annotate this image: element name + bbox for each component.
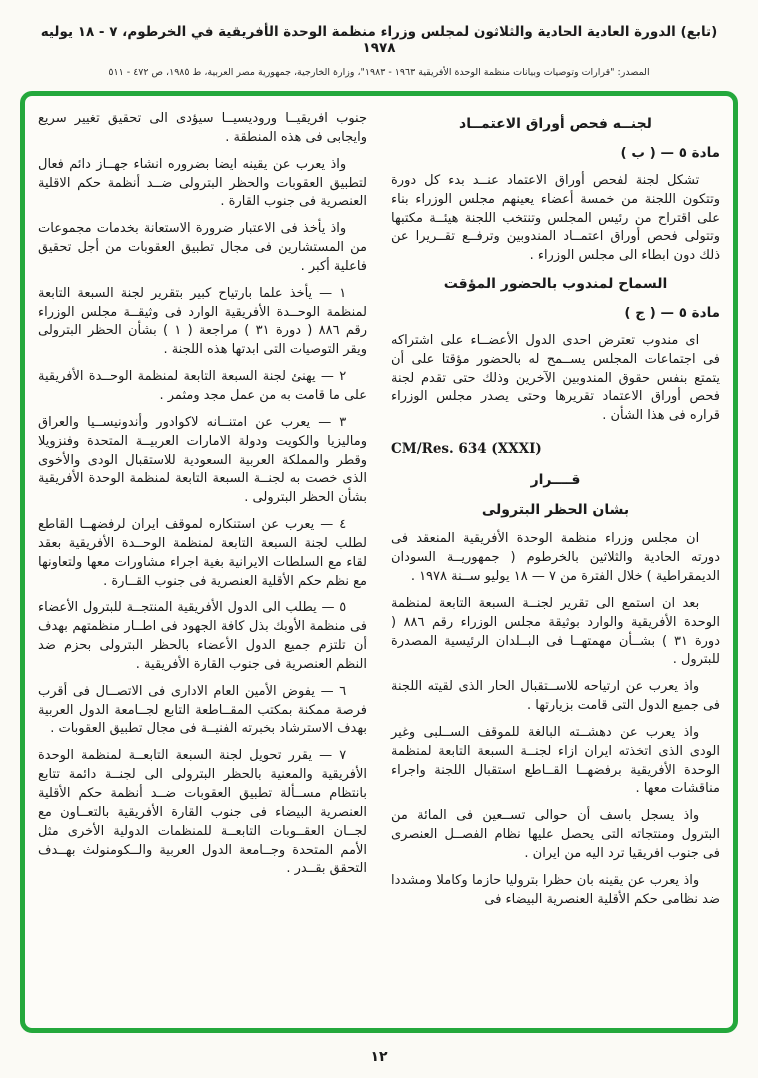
document-header — [0, 0, 758, 78]
heading-oil-embargo: بشان الحظر البترولى — [481, 502, 630, 519]
page-footer — [0, 1046, 758, 1065]
two-column-layout — [38, 110, 720, 1018]
source-line: المصدر: "قرارات وتوصيات وبيانات منظمة الوحدة الأفريقية ١٩٦٣ - ١٩٨٣"، وزارة الخارجية، جمهورية مصر العربية، ط ١٩٨٥، ص ٤٧٢ - ٥١١ — [108, 67, 650, 78]
article-5-c: مادة ٥ — ( ج ) — [624, 305, 720, 322]
article-5-b: مادة ٥ — ( ب ) — [620, 145, 720, 162]
content-frame — [20, 91, 738, 1033]
paragraph: واذ يسجل باسف أن حوالى تســعين فى المائة من البترول ومنتجاته التى يحصل عليها نظام الفصــل العنصرى فى جنوب افريقيا ترد اليه من ايران . — [391, 808, 720, 861]
heading-temporary-attendance: السماح لمندوب بالحضور المؤقت — [443, 276, 668, 293]
paragraph-credentials: تشكل لجنة لفحص أوراق الاعتماد عنــد بدء كل دورة وتتكون اللجنة من خمسة أعضاء يعينهم مجلس الوزراء بناء على اقتراح من رئيس المجلس وتنتخب اللجنة هيئــة مكتبها وتتولى فحص أوراق اعتمــاد المندوبين وترفــع تقــريرا عن ذلك دون ابطاء الى مجلس الوزراء . — [391, 172, 720, 264]
heading-resolution: قــــرار — [530, 471, 581, 488]
heading-credentials-committee: لجنــه فحص أوراق الاعتمــاد — [459, 116, 652, 132]
paragraph-item-7: ٧ — يقرر تحويل لجنة السبعة التابعــة لمنظمة الوحدة الأفريقية والمعنية بالحظر البترولى الى لجنــة دائمة تتابع بانتظام مســألة تطبيق العقوبات ضــد أنظمة حكم الأقلية العنصرية البيضاء فى جنوب القارة الأفريقية بالتعــاون مع لجــان العقــوبات التابعــة للمنظمات الدولية الأخرى مثل الأمم المتحدة وجــامعة الدول العربية والــكومنولث بهــدف التحقق بقــدر . — [38, 748, 367, 877]
paragraph: واذ يأخذ فى الاعتبار ضرورة الاستعانة بخدمات مجموعات من المستشارين فى مجال تطبيق العقوبات من أجل تحقيق فاعلية أكبر . — [38, 221, 367, 274]
paragraph: واذ يعرب عن دهشــته البالغة للموقف الســلبى وغير الودى الذى اتخذته ايران ازاء لجنــة السبعة التابعة لمنظمة الوحدة الأفريقية برفضهــا القــاطع استقبال اللجنة واجراء مناقشات معها . — [391, 724, 720, 797]
paragraph-item-3: ٣ — يعرب عن امتنــانه لاكوادور وأندونيســيا والعراق وماليزيا والكويت ودولة الامارات العربيــة المتحدة وفنزويلا وقطر والمملكة العربية السعودية للاستقبال الودى والأخوى الذى خصت به لجنــة السبعة التابعة لمنظمة الوحدة الأفريقية بشأن الحظر البترولى . — [38, 414, 367, 506]
session-title: (تابع) الدورة العادية الحادية والثلاثون لمجلس وزراء منظمة الوحدة الأفريقية في الخرطوم، ٧ - ١٨ يوليه ١٩٧٨ — [40, 24, 718, 56]
paragraph-item-6: ٦ — يفوض الأمين العام الادارى فى الاتصــال فى أقرب فرصة ممكنة بمكتب المقــاطعة التابع لجــامعة الدول العربية بهدف الاسترشاد بخبرته الفنيــة فى مجال تطبيق العقوبات . — [38, 683, 367, 737]
column-left — [38, 110, 367, 1018]
paragraph: واذ يعرب عن يقينه ايضا بضروره انشاء جهــاز دائم فعال لتطبيق العقوبات والحظر البترولى ضــد أنظمة حكم الاقلية العنصرية فى جنوب القارة . — [38, 156, 367, 210]
column-right — [391, 110, 720, 1018]
paragraph: واذ يعرب عن ارتياحه للاســتقبال الحار الذى لقيته اللجنة فى جميع الدول التى قامت بزيارتها . — [391, 679, 720, 714]
paragraph: بعد ان استمع الى تقرير لجنــة السبعة التابعة لمنظمة الوحدة الأفريقية والوارد بوثيقة مجلس الوزراء رقم ٨٨٦ ( دورة ٣١ ) بشــأن مهمتهــا فى البــلدان الرئيسية المصدرة للبترول . — [391, 595, 720, 668]
paragraph: ان مجلس وزراء منظمة الوحدة الأفريقية المنعقد فى دورته الحادية والثلاثين بالخرطوم ( جمهوريــة السودان الديمقراطية ) خلال الفترة من ٧ — ١٨ يوليو ســنة ١٩٧٨ . — [391, 531, 720, 584]
paragraph-item-5: ٥ — يطلب الى الدول الأفريقية المنتجــة للبترول الأعضاء فى منظمة الأوبك بذل كافة الجهود فى اطــار منظمتهم بهدف أن تلتزم جميع الدول الأعضاء بالحظر البترولى بحزم ضد النظم العنصرية فى جنوب القارة الأفريقية . — [38, 600, 367, 672]
paragraph-item-4: ٤ — يعرب عن استنكاره لموقف ايران لرفضهــا القاطع لطلب لجنة السبعة التابعة لمنظمة الوحــدة الأفريقية بعقد لقاء مع السلطات الايرانية بغية اجراء مشاورات معها ولتعاونها مع نظم حكم الأقلية العنصرية فى جنوب القــارة . — [38, 517, 367, 589]
page-number: ١٢ — [370, 1049, 388, 1065]
paragraph-temporary-attendance: اى مندوب تعترض احدى الدول الأعضــاء على اشتراكه فى اجتماعات المجلس يســمح له بالحضور مؤقتا على أن يتمتع بنفس حقوق المندوبين الآخرين وذلك حتى تقدم لجنة فحص أوراق الاعتماد تقريرها وحتى يصدر مجلس الوزراء قراره فى هذا الشأن . — [391, 332, 720, 424]
paragraph: واذ يعرب عن يقينه بان حظرا بتروليا حازما وكاملا ومشددا ضد نظامى حكم الأقلية العنصرية البيضاء فى — [391, 872, 720, 907]
resolution-reference: CM/Res. 634 (XXXI) — [391, 441, 542, 458]
paragraph-item-1: ١ — يأخذ علما بارتياح كبير بتقرير لجنة السبعة التابعة لمنظمة الوحــدة الأفريقية الوارد فى وثيقــة مجلس الوزراء رقم ٨٨٦ ( دورة ٣١ ) مراجعة ( ١ ) بشأن الحظر البترولى ويقر التوصيات التى ابدتها هذه اللجنة . — [38, 285, 367, 358]
paragraph-continuation: جنوب افريقيــا وروديسيــا سيؤدى الى تحقيق تغيير سريع وايجابى فى هذه المنطقة . — [38, 111, 367, 145]
paragraph-item-2: ٢ — يهنئ لجنة السبعة التابعة لمنظمة الوحــدة الأفريقية على ما قامت به من عمل مجد ومثمر . — [38, 369, 367, 403]
